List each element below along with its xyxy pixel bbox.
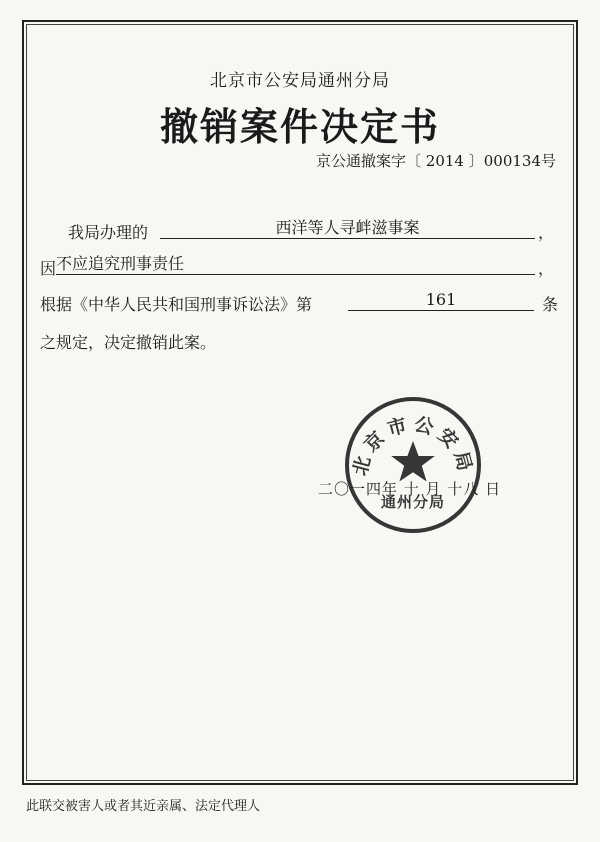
case-name-field: 西洋等人寻衅滋事案: [160, 218, 535, 239]
issuing-agency: 北京市公安局通州分局: [210, 71, 390, 91]
seal-top-text: 北京市公安局: [349, 413, 477, 478]
reason-field: [56, 254, 535, 275]
line1-end: ，: [538, 223, 555, 242]
seal-bottom-text: 通州分局: [380, 493, 446, 511]
line4-text: 之规定，决定撤销此案。: [40, 333, 217, 352]
line2-prefix: 因: [40, 259, 57, 278]
line3-prefix: 根据《中华人民共和国刑事诉讼法》第: [40, 295, 313, 314]
document-number: 京公通撤案字〔 2014 〕000134号: [316, 152, 556, 170]
reason-text: 不应追究刑事责任: [56, 254, 185, 273]
article-number-field: 161: [348, 290, 534, 311]
official-seal: [343, 395, 483, 535]
line2-end: ，: [538, 259, 555, 278]
document-title: 撤销案件决定书: [159, 104, 440, 149]
line1-prefix: 我局办理的: [68, 223, 149, 242]
decision-date: 二〇一四年 十 月 十八 日: [318, 480, 502, 498]
star-icon: [391, 441, 435, 482]
line3-suffix: 条: [542, 295, 559, 314]
footer-note: 此联交被害人或者其近亲属、法定代理人: [26, 799, 261, 814]
